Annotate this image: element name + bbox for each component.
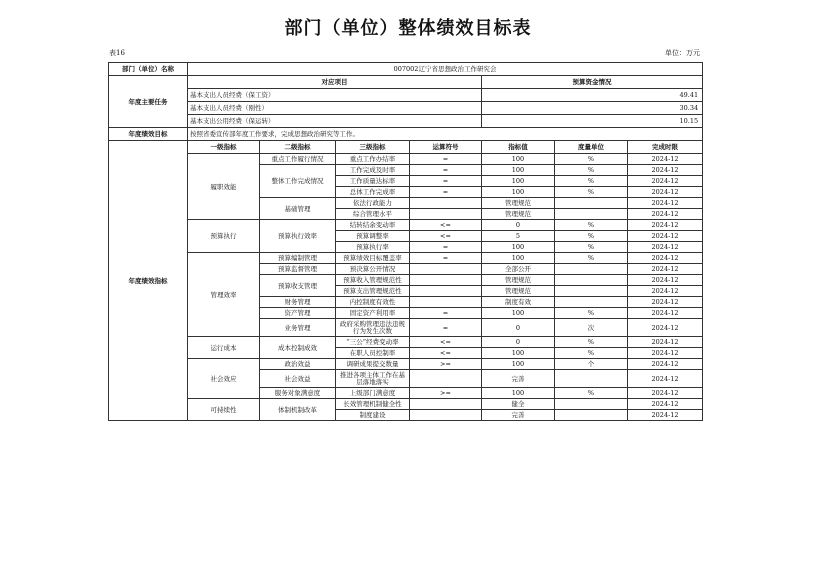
performance-table [108,62,703,421]
indicator-value: 0 [482,337,555,348]
indicator-deadline: 2024-12 [628,220,703,231]
page-title: 部门（单位）整体绩效目标表 [284,18,532,39]
indicator-label: 年度绩效指标 [109,141,188,421]
indicator-deadline: 2024-12 [628,242,703,253]
indicator-unit [555,264,628,275]
indicator-unit: % [555,187,628,198]
indicator-unit [555,275,628,286]
indicator-operator: = [410,165,482,176]
indicator-deadline: 2024-12 [628,297,703,308]
indicator-level3: 上级部门满意度 [336,388,410,399]
indicator-level3: 预算收入管理规范性 [336,275,410,286]
indicator-level3: 预算支出管理规范性 [336,286,410,297]
indicator-level2: 预算收支管理 [260,275,336,297]
indicator-deadline: 2024-12 [628,359,703,370]
indicator-value: 健全 [482,399,555,410]
task-amount: 49.41 [482,89,703,102]
indicator-unit: % [555,308,628,319]
indicator-level2: 预算编制管理 [260,253,336,264]
indicator-level2: 预算监督管理 [260,264,336,275]
indicator-deadline: 2024-12 [628,198,703,209]
indicator-level2: 重点工作履行情况 [260,154,336,165]
indicator-unit: % [555,388,628,399]
indicator-row [109,337,703,348]
indicator-operator [410,370,482,388]
indicator-operator: = [410,154,482,165]
indicator-operator: = [410,319,482,337]
indicator-deadline: 2024-12 [628,253,703,264]
indicator-unit [555,297,628,308]
indicator-value: 管理规范 [482,286,555,297]
indicator-level2: 成本控制成效 [260,337,336,359]
indicator-level3: 预决算公开情况 [336,264,410,275]
indicator-deadline: 2024-12 [628,275,703,286]
header-value: 指标值 [482,141,555,154]
indicator-deadline: 2024-12 [628,370,703,388]
indicator-level3: 重点工作办结率 [336,154,410,165]
indicator-operator: <= [410,348,482,359]
indicator-unit: % [555,337,628,348]
indicator-level3: 调研成果提交数量 [336,359,410,370]
indicator-value: 100 [482,165,555,176]
indicator-operator: <= [410,337,482,348]
indicator-unit: % [555,154,628,165]
indicator-operator: = [410,308,482,319]
indicator-value: 管理规范 [482,275,555,286]
indicator-operator: <= [410,220,482,231]
indicator-operator: = [410,187,482,198]
dept-name: 007002辽宁省思想政治工作研究会 [188,63,703,76]
indicator-unit: 次 [555,319,628,337]
indicator-level3: 长效管理机制健全性 [336,399,410,410]
indicator-unit [555,209,628,220]
main-tasks-label: 年度主要任务 [109,76,188,128]
indicator-unit [555,410,628,421]
goal-label: 年度绩效目标 [109,128,188,141]
indicator-deadline: 2024-12 [628,187,703,198]
indicator-level1: 预算执行 [188,220,260,253]
indicator-unit [555,399,628,410]
indicator-level3: 总体工作完成率 [336,187,410,198]
indicator-level1: 管理效率 [188,253,260,337]
indicator-value: 管理规范 [482,209,555,220]
dept-label: 部门（单位）名称 [109,63,188,76]
indicator-level3: 在职人员控制率 [336,348,410,359]
task-amount: 10.15 [482,115,703,128]
indicator-level3: “三公”经费变动率 [336,337,410,348]
indicator-deadline: 2024-12 [628,209,703,220]
indicator-value: 完善 [482,370,555,388]
indicator-operator [410,297,482,308]
indicator-row [109,220,703,231]
table-number: 表16 [109,49,125,57]
indicator-level3: 预算执行率 [336,242,410,253]
indicator-deadline: 2024-12 [628,165,703,176]
indicator-unit: % [555,253,628,264]
indicator-deadline: 2024-12 [628,388,703,399]
indicator-level2: 预算执行效率 [260,220,336,253]
indicator-level3: 政府采购管理违法违规行为发生次数 [336,319,410,337]
indicator-operator: >= [410,359,482,370]
unit-label: 单位：万元 [665,49,700,57]
indicator-level1: 运行成本 [188,337,260,359]
indicator-level2: 服务对象满意度 [260,388,336,399]
indicator-unit: % [555,220,628,231]
indicator-level3: 工作完成及时率 [336,165,410,176]
indicator-operator [410,209,482,220]
indicator-value: 制度有效 [482,297,555,308]
goal-text: 按照省委宣传部年度工作要求，完成思想政治研究等工作。 [188,128,703,141]
indicator-deadline: 2024-12 [628,348,703,359]
indicator-level3: 内控制度有效性 [336,297,410,308]
indicator-level2: 基础管理 [260,198,336,220]
task-name: 基本支出公用经费（保运转） [188,115,482,128]
indicator-level3: 预算调整率 [336,231,410,242]
indicator-value: 管理规范 [482,198,555,209]
indicator-value: 100 [482,348,555,359]
indicator-value: 全部公开 [482,264,555,275]
indicator-unit [555,198,628,209]
task-amount: 30.34 [482,102,703,115]
indicator-level2: 政治效益 [260,359,336,370]
header-level1: 一级指标 [188,141,260,154]
indicator-level1: 履职效能 [188,154,260,220]
indicator-value: 100 [482,187,555,198]
indicator-level3: 预算绩效目标覆盖率 [336,253,410,264]
header-level3: 三级指标 [336,141,410,154]
indicator-value: 0 [482,319,555,337]
indicator-row [109,399,703,410]
indicator-operator [410,286,482,297]
indicator-value: 100 [482,154,555,165]
indicator-unit [555,370,628,388]
indicator-level3: 综合管理水平 [336,209,410,220]
indicator-unit: % [555,176,628,187]
indicator-row [109,253,703,264]
budget-col-header: 预算资金情况 [482,76,703,89]
indicator-operator: = [410,242,482,253]
indicator-level2: 社会效益 [260,370,336,388]
indicator-value: 100 [482,308,555,319]
task-col-header: 对应项目 [188,76,482,89]
indicator-operator: = [410,176,482,187]
indicator-operator [410,399,482,410]
indicator-deadline: 2024-12 [628,231,703,242]
indicator-deadline: 2024-12 [628,176,703,187]
indicator-level3: 制度建设 [336,410,410,421]
header-deadline: 完成时限 [628,141,703,154]
indicator-unit: % [555,231,628,242]
task-name: 基本支出人员经费（保工资） [188,89,482,102]
indicator-deadline: 2024-12 [628,319,703,337]
indicator-value: 100 [482,359,555,370]
indicator-operator [410,410,482,421]
indicator-value: 5 [482,231,555,242]
indicator-operator [410,198,482,209]
header-level2: 二级指标 [260,141,336,154]
indicator-operator: = [410,253,482,264]
indicator-level2: 整体工作完成情况 [260,165,336,198]
indicator-deadline: 2024-12 [628,410,703,421]
indicator-level1: 可持续性 [188,399,260,421]
indicator-operator [410,275,482,286]
indicator-level2: 财务管理 [260,297,336,308]
indicator-value: 完善 [482,410,555,421]
indicator-deadline: 2024-12 [628,264,703,275]
indicator-value: 100 [482,242,555,253]
indicator-unit: % [555,165,628,176]
indicator-unit [555,286,628,297]
indicator-level2: 资产管理 [260,308,336,319]
indicator-operator: >= [410,388,482,399]
indicator-deadline: 2024-12 [628,308,703,319]
indicator-deadline: 2024-12 [628,286,703,297]
indicator-deadline: 2024-12 [628,154,703,165]
indicator-deadline: 2024-12 [628,399,703,410]
indicator-deadline: 2024-12 [628,337,703,348]
indicator-level1: 社会效应 [188,359,260,399]
header-operator: 运算符号 [410,141,482,154]
indicator-row [109,359,703,370]
task-name: 基本支出人员经费（刚性） [188,102,482,115]
indicator-unit: 个 [555,359,628,370]
indicator-value: 100 [482,176,555,187]
indicator-level3: 工作质量达标率 [336,176,410,187]
indicator-unit: % [555,348,628,359]
indicator-level2: 业务管理 [260,319,336,337]
indicator-level3: 结转结余变动率 [336,220,410,231]
indicator-value: 0 [482,220,555,231]
indicator-unit: % [555,242,628,253]
indicator-level3: 固定资产利用率 [336,308,410,319]
indicator-value: 100 [482,253,555,264]
indicator-row [109,154,703,165]
indicator-operator: <= [410,231,482,242]
indicator-level3: 依法行政能力 [336,198,410,209]
header-unit: 度量单位 [555,141,628,154]
indicator-level3: 推进各项主体工作在基层落地落实 [336,370,410,388]
indicator-operator [410,264,482,275]
indicator-value: 100 [482,388,555,399]
indicator-level2: 体制机制改革 [260,399,336,421]
